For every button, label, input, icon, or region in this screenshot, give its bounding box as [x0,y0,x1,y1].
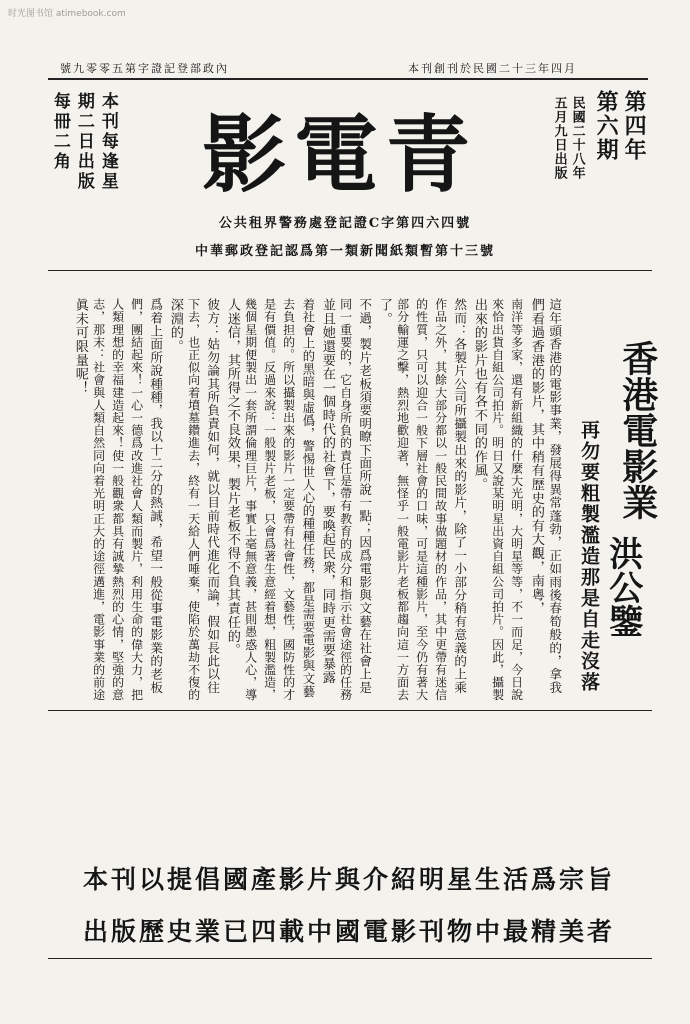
article-column: 們，團結起來！一心一德爲改進社會人類而製片，利用生命的偉大力，把 [129,298,144,702]
pub-info-col-1: 本刊每逢星 [97,92,118,192]
watermark: 时光图书馆 atimebook.com [8,9,126,19]
issue-date-2: 五月九日出版 [551,96,567,180]
police-registration: 公共租界警務處登記證C字第四六四號 [218,216,472,231]
article-column: 是有價值。反過來說：一般製片老板，只會爲著生意經着想，粗製濫造， [262,298,277,702]
footer-rule [48,958,652,959]
postal-registration: 中華郵政登記認爲第一類新聞紙類暫第十三號 [194,244,495,259]
article-column: 下去，也正似向着墳墓鑽進去，終有一天給人們唾棄，使陷於萬劫不復的 [186,298,201,702]
article-column: 爲着上面所說種種，我以十二分的熱誠，希望一般從事電影業的老板 [148,298,164,694]
issue-year: 第四年 [621,90,648,162]
pub-info-col-2: 期二日出版 [73,92,94,192]
article-column: 了。 [376,298,392,326]
header-divider [48,270,652,271]
article-column: 人迷信，其所得之不良效果，製片老板不得不負其責任的。 [224,298,240,657]
article-column: 部分輸運之擊，熱烈地歡迎著，無怪乎一般電影片老板都趨向這一方面去 [395,298,410,702]
slogan-purpose: 本刊以提倡國產影片與介紹明星生活爲宗旨 [82,865,615,894]
article-column: 們看過香港的影片，其中稍有歷史的有大觀，南粵， [528,298,544,616]
issue-number: 第六期 [593,90,620,162]
article-column: 不過，製片老板須要明瞭下面所說一點；因爲電影與文藝在社會上是 [357,298,373,694]
registration-number: 號九零零五第字證記登部政內 [60,62,229,75]
article-column: 彼方：姑勿論其所負責如何，就以目前時代進化而論，假如長此以往 [205,298,221,694]
article-column: 幾個星期便製出一套所謂倫理巨片，事實上毫無意義，甚則愚惑人心，導 [243,298,258,702]
article-column: 然而：各製片公司所攝製出來的影片，除了一小部分稍有意義的上乘 [452,298,468,694]
article-column: 同一重要的，它自身所負的責任是帶有教育的成分和指示社會途徑的任務 [338,298,353,702]
masthead-title: 影電青 [201,106,478,204]
header-rule [48,78,648,80]
article-column: 着社會上的黑暗與虛僞，警惕世人心的種種任務，都是需要電影與文藝 [300,298,315,698]
issue-date-1: 民國二十八年 [569,96,585,180]
article-column: 並且她還要在一個時代的社會下，要喚起民衆，同時更需要暴露 [319,298,335,685]
article-column: 深淵的。 [167,298,183,354]
slogan-history: 出版歷史業已四載中國電影刊物中最精美者 [82,917,615,946]
body-divider [48,710,652,711]
founding-date: 本刊創刊於民國二十三年四月 [408,62,577,75]
article-column: 去負担的。所以攝製出來的影片一定要帶有社會性，文藝性，國防性的才 [281,298,296,702]
article-subtitle: 再勿要粗製濫造那是自走沒落 [577,420,600,693]
article-column: 志，那末：社會與人類自然同向着光明正大的途徑邁進，電影事業的前途 [91,298,106,702]
article-column: 人類理想的幸福建造起來！使一般觀衆都具有誠摯熱烈的心情，堅強的意 [110,298,125,702]
article-column: 眞未可限量呢！ [72,298,88,395]
article-column: 作品之外，其餘大部分都以一般民間故事做題材的作品，其中更帶有迷信 [433,298,448,702]
article-author: 洪公鑒 [602,536,643,638]
article-column: 的性質，只可以迎合一般下層社會的口味，可是這種影片，至今仍有著大 [414,298,429,702]
article-column: 南洋等多家，還有新組織的什麼大光明，大明星等等，不一而足，今日說 [509,298,524,702]
article-title: 香港電影業 [616,340,659,520]
article-column: 來恰出貨自組公司拍片。明日又說某明星出資自組公司拍片。因此，攝製 [490,298,505,702]
article-column: 出來的影片也有各不同的作風。 [471,298,487,492]
article-column: 這年頭香港的電影事業，發展得異常蓬勃，正如雨後春筍般的，拿我 [547,298,563,694]
pub-info-col-3: 每冊二角 [49,92,70,172]
